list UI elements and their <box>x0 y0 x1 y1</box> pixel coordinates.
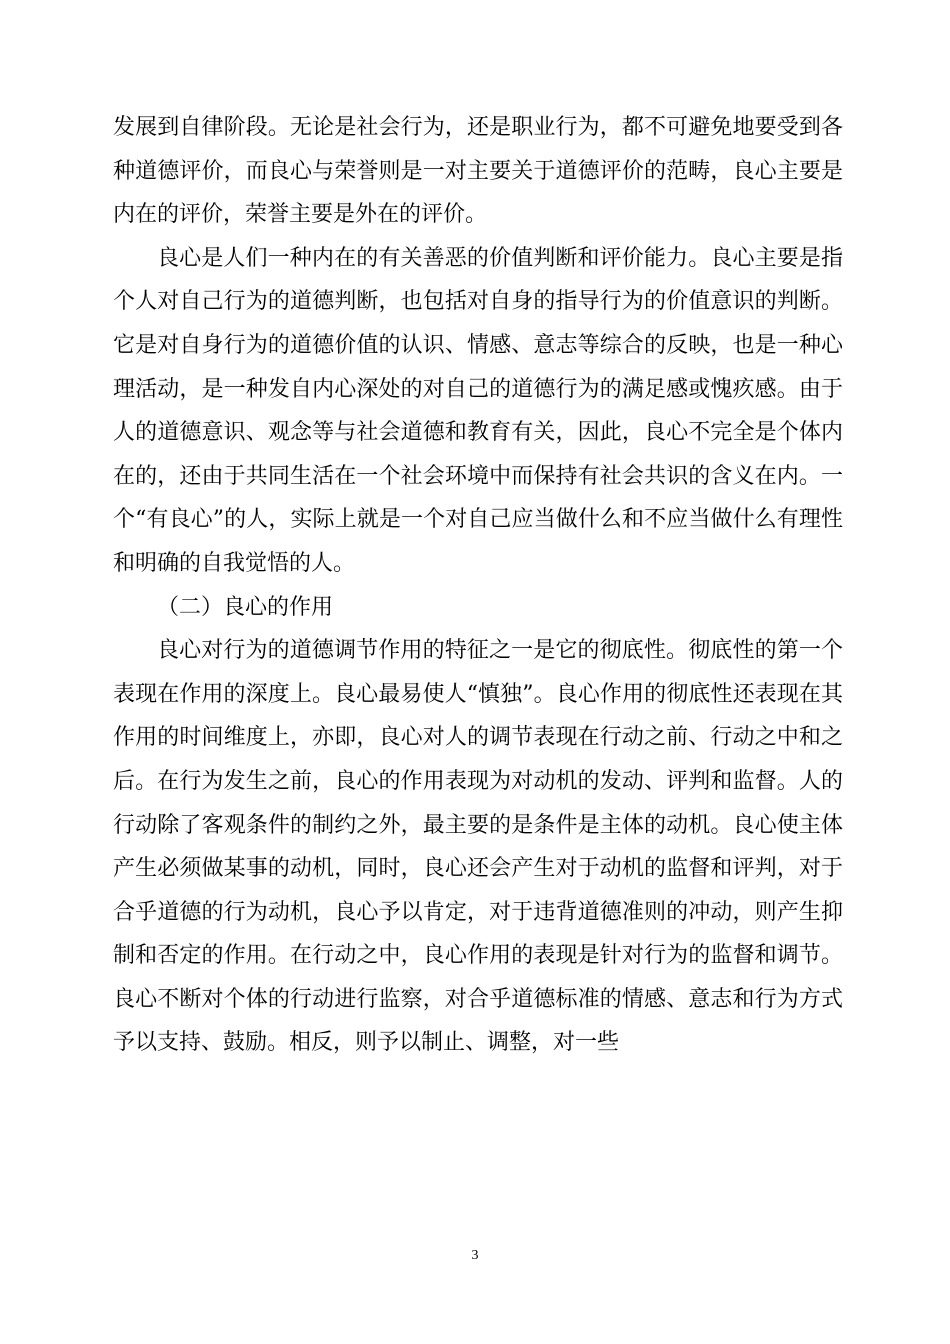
page-number: 3 <box>471 1248 479 1263</box>
paragraph-conscience-function: 良心对行为的道德调节作用的特征之一是它的彻底性。彻底性的第一个表现在作用的深度上。良心最易使人“慎独”。良心作用的彻底性还表现在其作用的时间维度上，亦即，良心对人的调节表现在行动之前、行动之中和之后。在行为发生之前，良心的作用表现为对动机的发动、评判和监督。人的行动除了客观条件的制约之外，最主要的是条件是主体的动机。良心使主体产生必须做某事的动机，同时，良心还会产生对于动机的监督和评判，对于合乎道德的行为动机，良心予以肯定，对于违背道德准则的冲动，则产生抑制和否定的作用。在行动之中，良心作用的表现是针对行为的监督和调节。良心不断对个体的行动进行监察，对合乎道德标准的情感、意志和行为方式予以支持、鼓励。相反，则予以制止、调整，对一些 <box>113 638 843 1056</box>
paragraph-continuation: 发展到自律阶段。无论是社会行为，还是职业行为，都不可避免地要受到各种道德评价，而良心与荣誉则是一对主要关于道德评价的范畴，良心主要是内在的评价，荣誉主要是外在的评价。 <box>113 115 843 228</box>
section-heading: （二）良心的作用 <box>157 594 334 620</box>
paragraph-conscience-definition: 良心是人们一种内在的有关善恶的价值判断和评价能力。良心主要是指个人对自己行为的道德判断，也包括对自身的指导行为的价值意识的判断。它是对自身行为的道德价值的认识、情感、意志等综合的反映，也是一种心理活动，是一种发自内心深处的对自己的道德行为的满足感或愧疚感。由于人的道德意识、观念等与社会道德和教育有关，因此，良心不完全是个体内在的，还由于共同生活在一个社会环境中而保持有社会共识的含义在内。一个“有良心”的人，实际上就是一个对自己应当做什么和不应当做什么有理性和明确的自我觉悟的人。 <box>113 245 843 576</box>
document-body <box>113 106 843 1065</box>
